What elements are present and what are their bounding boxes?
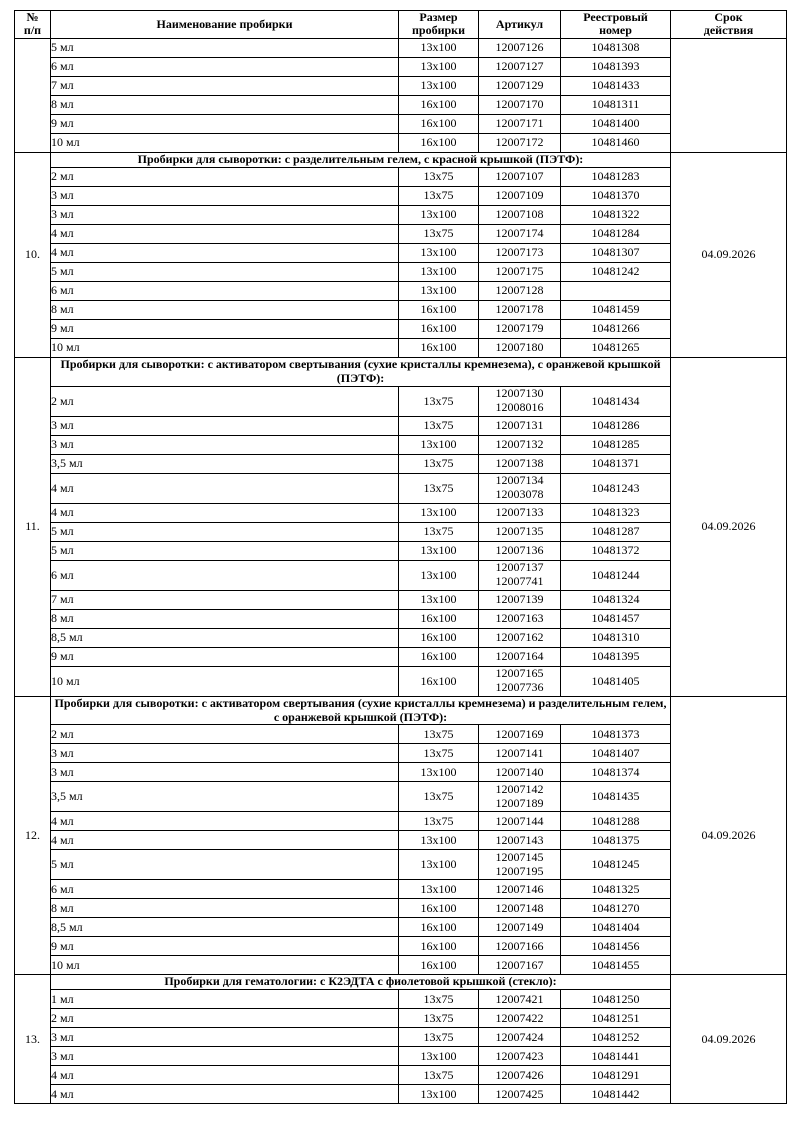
tube-name-cell: 6 мл (51, 560, 399, 590)
tube-reg-cell: 10481459 (561, 300, 671, 319)
tube-size-cell: 13х75 (399, 186, 479, 205)
header-row (15, 11, 787, 39)
tube-article-cell: 12007167 (479, 956, 561, 975)
group-header-row (15, 975, 787, 990)
tube-size-cell: 13х100 (399, 541, 479, 560)
tube-article-cell: 12007165 12007736 (479, 666, 561, 696)
table-body (15, 38, 787, 1103)
tube-name-cell: 2 мл (51, 725, 399, 744)
tube-article-cell: 12007149 (479, 918, 561, 937)
tube-size-cell: 13х75 (399, 473, 479, 503)
tube-size-cell: 13х75 (399, 1009, 479, 1028)
tube-name-cell: 2 мл (51, 1009, 399, 1028)
tube-article-cell: 12007141 (479, 744, 561, 763)
tube-reg-cell: 10481324 (561, 590, 671, 609)
group-title-cell: Пробирки для сыворотки: с активатором свертывания (сухие кристаллы кремнезема) и разделительным гелем, с оранжевой крышкой (ПЭТФ): (51, 696, 671, 725)
validity-date-cell: 04.09.2026 (671, 975, 787, 1104)
tube-reg-cell: 10481405 (561, 666, 671, 696)
tube-reg-cell: 10481308 (561, 38, 671, 57)
tube-size-cell: 13х75 (399, 167, 479, 186)
tube-reg-cell: 10481322 (561, 205, 671, 224)
tube-reg-cell: 10481457 (561, 609, 671, 628)
tube-reg-cell: 10481242 (561, 262, 671, 281)
group-header-row (15, 152, 787, 167)
tube-size-cell: 13х100 (399, 590, 479, 609)
tube-size-cell: 16х100 (399, 647, 479, 666)
tube-name-cell: 1 мл (51, 990, 399, 1009)
tube-article-cell: 12007178 (479, 300, 561, 319)
tube-name-cell: 4 мл (51, 473, 399, 503)
group-index-cell: 11. (15, 357, 51, 696)
tube-reg-cell: 10481404 (561, 918, 671, 937)
tube-name-cell: 5 мл (51, 38, 399, 57)
tube-name-cell: 9 мл (51, 319, 399, 338)
tube-name-cell: 6 мл (51, 281, 399, 300)
tube-name-cell: 2 мл (51, 386, 399, 416)
tube-size-cell: 16х100 (399, 319, 479, 338)
tube-size-cell: 13х100 (399, 57, 479, 76)
header-num-line2: п/п (23, 23, 42, 38)
tube-reg-cell: 10481265 (561, 338, 671, 357)
tube-article-cell: 12007130 12008016 (479, 386, 561, 416)
tube-article-cell: 12007126 (479, 38, 561, 57)
tube-size-cell: 13х75 (399, 990, 479, 1009)
tube-size-cell: 13х100 (399, 281, 479, 300)
tube-reg-cell (561, 281, 671, 300)
tube-reg-cell: 10481287 (561, 522, 671, 541)
tube-name-cell: 5 мл (51, 522, 399, 541)
tube-article-cell: 12007148 (479, 899, 561, 918)
tube-name-cell: 8 мл (51, 95, 399, 114)
tube-reg-cell: 10481435 (561, 782, 671, 812)
tube-article-cell: 12007136 (479, 541, 561, 560)
tube-name-cell: 3 мл (51, 416, 399, 435)
tube-article-cell: 12007144 (479, 812, 561, 831)
table-row (15, 38, 787, 57)
tube-article-cell: 12007131 (479, 416, 561, 435)
tube-name-cell: 6 мл (51, 880, 399, 899)
tube-size-cell: 13х75 (399, 522, 479, 541)
tube-article-cell: 12007127 (479, 57, 561, 76)
tube-article-cell: 12007132 (479, 435, 561, 454)
header-num-line1: № (26, 10, 39, 24)
tube-name-cell: 4 мл (51, 224, 399, 243)
tube-reg-cell: 10481373 (561, 725, 671, 744)
tube-name-cell: 5 мл (51, 850, 399, 880)
tube-article-cell: 12007140 (479, 763, 561, 782)
tube-name-cell: 3 мл (51, 186, 399, 205)
tube-article-cell: 12007138 (479, 454, 561, 473)
tube-size-cell: 16х100 (399, 956, 479, 975)
tube-reg-cell: 10481374 (561, 763, 671, 782)
tube-name-cell: 3,5 мл (51, 782, 399, 812)
tube-article-cell: 12007425 (479, 1085, 561, 1104)
tube-size-cell: 13х100 (399, 1047, 479, 1066)
tube-article-cell: 12007424 (479, 1028, 561, 1047)
tube-size-cell: 13х100 (399, 503, 479, 522)
group-index-cell: 13. (15, 975, 51, 1104)
tube-size-cell: 13х75 (399, 1066, 479, 1085)
tube-size-cell: 16х100 (399, 628, 479, 647)
tube-reg-cell: 10481252 (561, 1028, 671, 1047)
tube-name-cell: 5 мл (51, 262, 399, 281)
tube-size-cell: 13х100 (399, 76, 479, 95)
tube-name-cell: 8 мл (51, 300, 399, 319)
tube-name-cell: 4 мл (51, 831, 399, 850)
tube-article-cell: 12007143 (479, 831, 561, 850)
tube-reg-cell: 10481310 (561, 628, 671, 647)
header-reg-line2: номер (599, 23, 632, 38)
tube-article-cell: 12007171 (479, 114, 561, 133)
tube-reg-cell: 10481284 (561, 224, 671, 243)
tube-reg-cell: 10481266 (561, 319, 671, 338)
tube-reg-cell: 10481291 (561, 1066, 671, 1085)
tube-reg-cell: 10481325 (561, 880, 671, 899)
tube-name-cell: 7 мл (51, 76, 399, 95)
group-index-cell: 10. (15, 152, 51, 357)
tube-size-cell: 13х75 (399, 416, 479, 435)
tube-name-cell: 4 мл (51, 243, 399, 262)
tube-name-cell: 8,5 мл (51, 918, 399, 937)
header-reg (561, 11, 671, 39)
tube-size-cell: 13х75 (399, 782, 479, 812)
tube-article-cell: 12007169 (479, 725, 561, 744)
tube-reg-cell: 10481250 (561, 990, 671, 1009)
tube-article-cell: 12007135 (479, 522, 561, 541)
tube-size-cell: 16х100 (399, 95, 479, 114)
header-size (399, 11, 479, 39)
tube-article-cell: 12007129 (479, 76, 561, 95)
tube-size-cell: 16х100 (399, 666, 479, 696)
tube-size-cell: 13х75 (399, 1028, 479, 1047)
tube-size-cell: 13х75 (399, 386, 479, 416)
tube-size-cell: 16х100 (399, 899, 479, 918)
tube-reg-cell: 10481245 (561, 850, 671, 880)
tube-name-cell: 3 мл (51, 763, 399, 782)
tube-size-cell: 16х100 (399, 133, 479, 152)
tube-reg-cell: 10481442 (561, 1085, 671, 1104)
tube-article-cell: 12007174 (479, 224, 561, 243)
tube-reg-cell: 10481311 (561, 95, 671, 114)
tube-name-cell: 8 мл (51, 609, 399, 628)
tube-size-cell: 13х100 (399, 880, 479, 899)
tube-article-cell: 12007107 (479, 167, 561, 186)
tube-name-cell: 4 мл (51, 1085, 399, 1104)
tube-name-cell: 4 мл (51, 503, 399, 522)
tube-size-cell: 13х75 (399, 812, 479, 831)
tube-article-cell: 12007133 (479, 503, 561, 522)
group-header-row (15, 357, 787, 386)
table-header (15, 11, 787, 39)
tube-size-cell: 16х100 (399, 609, 479, 628)
tube-name-cell: 3 мл (51, 1047, 399, 1066)
tube-reg-cell: 10481434 (561, 386, 671, 416)
tube-size-cell: 13х75 (399, 744, 479, 763)
tube-registry-table (14, 10, 787, 1104)
tube-size-cell: 13х75 (399, 224, 479, 243)
tube-name-cell: 3,5 мл (51, 454, 399, 473)
tube-name-cell: 10 мл (51, 133, 399, 152)
group-title-cell: Пробирки для сыворотки: с активатором свертывания (сухие кристаллы кремнезема), с оранжевой крышкой (ПЭТФ): (51, 357, 671, 386)
tube-size-cell: 13х100 (399, 763, 479, 782)
tube-reg-cell: 10481455 (561, 956, 671, 975)
tube-article-cell: 12007142 12007189 (479, 782, 561, 812)
tube-reg-cell: 10481323 (561, 503, 671, 522)
tube-article-cell: 12007137 12007741 (479, 560, 561, 590)
tube-size-cell: 16х100 (399, 937, 479, 956)
tube-reg-cell: 10481393 (561, 57, 671, 76)
group-title-cell: Пробирки для сыворотки: с разделительным гелем, с красной крышкой (ПЭТФ): (51, 152, 671, 167)
tube-article-cell: 12007146 (479, 880, 561, 899)
tube-size-cell: 13х100 (399, 850, 479, 880)
tube-reg-cell: 10481460 (561, 133, 671, 152)
tube-article-cell: 12007421 (479, 990, 561, 1009)
tube-article-cell: 12007172 (479, 133, 561, 152)
tube-size-cell: 13х100 (399, 560, 479, 590)
tube-name-cell: 10 мл (51, 666, 399, 696)
tube-name-cell: 9 мл (51, 114, 399, 133)
header-size-line1: Размер (419, 10, 458, 24)
tube-article-cell: 12007166 (479, 937, 561, 956)
header-date (671, 11, 787, 39)
tube-reg-cell: 10481395 (561, 647, 671, 666)
tube-article-cell: 12007145 12007195 (479, 850, 561, 880)
tube-reg-cell: 10481400 (561, 114, 671, 133)
tube-size-cell: 13х100 (399, 831, 479, 850)
tube-size-cell: 13х100 (399, 435, 479, 454)
tube-article-cell: 12007134 12003078 (479, 473, 561, 503)
tube-size-cell: 13х100 (399, 205, 479, 224)
tube-size-cell: 13х100 (399, 1085, 479, 1104)
tube-size-cell: 13х75 (399, 725, 479, 744)
tube-article-cell: 12007170 (479, 95, 561, 114)
tube-name-cell: 3 мл (51, 1028, 399, 1047)
tube-reg-cell: 10481375 (561, 831, 671, 850)
header-reg-line1: Реестровый (583, 10, 648, 24)
tube-size-cell: 13х100 (399, 38, 479, 57)
tube-reg-cell: 10481371 (561, 454, 671, 473)
group-header-row (15, 696, 787, 725)
tube-name-cell: 3 мл (51, 205, 399, 224)
header-date-line1: Срок (714, 10, 743, 24)
tube-reg-cell: 10481288 (561, 812, 671, 831)
validity-date-cell: 04.09.2026 (671, 152, 787, 357)
validity-date-cell (671, 38, 787, 152)
header-size-line2: пробирки (411, 23, 465, 38)
tube-size-cell: 13х100 (399, 262, 479, 281)
header-num (15, 11, 51, 39)
tube-article-cell: 12007163 (479, 609, 561, 628)
header-name: Наименование пробирки (51, 11, 399, 39)
row-index-cell (15, 38, 51, 152)
tube-size-cell: 13х100 (399, 243, 479, 262)
tube-name-cell: 7 мл (51, 590, 399, 609)
tube-reg-cell: 10481251 (561, 1009, 671, 1028)
tube-name-cell: 4 мл (51, 1066, 399, 1085)
tube-article-cell: 12007179 (479, 319, 561, 338)
tube-size-cell: 16х100 (399, 918, 479, 937)
tube-article-cell: 12007175 (479, 262, 561, 281)
tube-article-cell: 12007109 (479, 186, 561, 205)
tube-name-cell: 10 мл (51, 956, 399, 975)
tube-article-cell: 12007173 (479, 243, 561, 262)
validity-date-cell: 04.09.2026 (671, 357, 787, 696)
tube-name-cell: 4 мл (51, 812, 399, 831)
tube-article-cell: 12007180 (479, 338, 561, 357)
tube-article-cell: 12007162 (479, 628, 561, 647)
tube-article-cell: 12007422 (479, 1009, 561, 1028)
tube-name-cell: 8,5 мл (51, 628, 399, 647)
tube-reg-cell: 10481283 (561, 167, 671, 186)
tube-size-cell: 13х75 (399, 454, 479, 473)
tube-article-cell: 12007423 (479, 1047, 561, 1066)
tube-name-cell: 9 мл (51, 937, 399, 956)
tube-reg-cell: 10481286 (561, 416, 671, 435)
tube-size-cell: 16х100 (399, 338, 479, 357)
tube-name-cell: 9 мл (51, 647, 399, 666)
tube-article-cell: 12007139 (479, 590, 561, 609)
validity-date-cell: 04.09.2026 (671, 696, 787, 975)
tube-article-cell: 12007164 (479, 647, 561, 666)
tube-name-cell: 10 мл (51, 338, 399, 357)
tube-article-cell: 12007108 (479, 205, 561, 224)
tube-name-cell: 8 мл (51, 899, 399, 918)
header-date-line2: действия (703, 23, 754, 38)
tube-size-cell: 16х100 (399, 114, 479, 133)
tube-reg-cell: 10481441 (561, 1047, 671, 1066)
group-title-cell: Пробирки для гематологии: с К2ЭДТА с фиолетовой крышкой (стекло): (51, 975, 671, 990)
tube-reg-cell: 10481433 (561, 76, 671, 95)
tube-reg-cell: 10481307 (561, 243, 671, 262)
tube-reg-cell: 10481456 (561, 937, 671, 956)
tube-name-cell: 2 мл (51, 167, 399, 186)
tube-reg-cell: 10481243 (561, 473, 671, 503)
tube-reg-cell: 10481244 (561, 560, 671, 590)
tube-reg-cell: 10481407 (561, 744, 671, 763)
tube-size-cell: 16х100 (399, 300, 479, 319)
tube-name-cell: 3 мл (51, 744, 399, 763)
tube-name-cell: 5 мл (51, 541, 399, 560)
header-article: Артикул (479, 11, 561, 39)
tube-reg-cell: 10481270 (561, 899, 671, 918)
tube-reg-cell: 10481285 (561, 435, 671, 454)
tube-name-cell: 3 мл (51, 435, 399, 454)
tube-reg-cell: 10481370 (561, 186, 671, 205)
tube-article-cell: 12007128 (479, 281, 561, 300)
group-index-cell: 12. (15, 696, 51, 975)
tube-article-cell: 12007426 (479, 1066, 561, 1085)
tube-reg-cell: 10481372 (561, 541, 671, 560)
tube-name-cell: 6 мл (51, 57, 399, 76)
